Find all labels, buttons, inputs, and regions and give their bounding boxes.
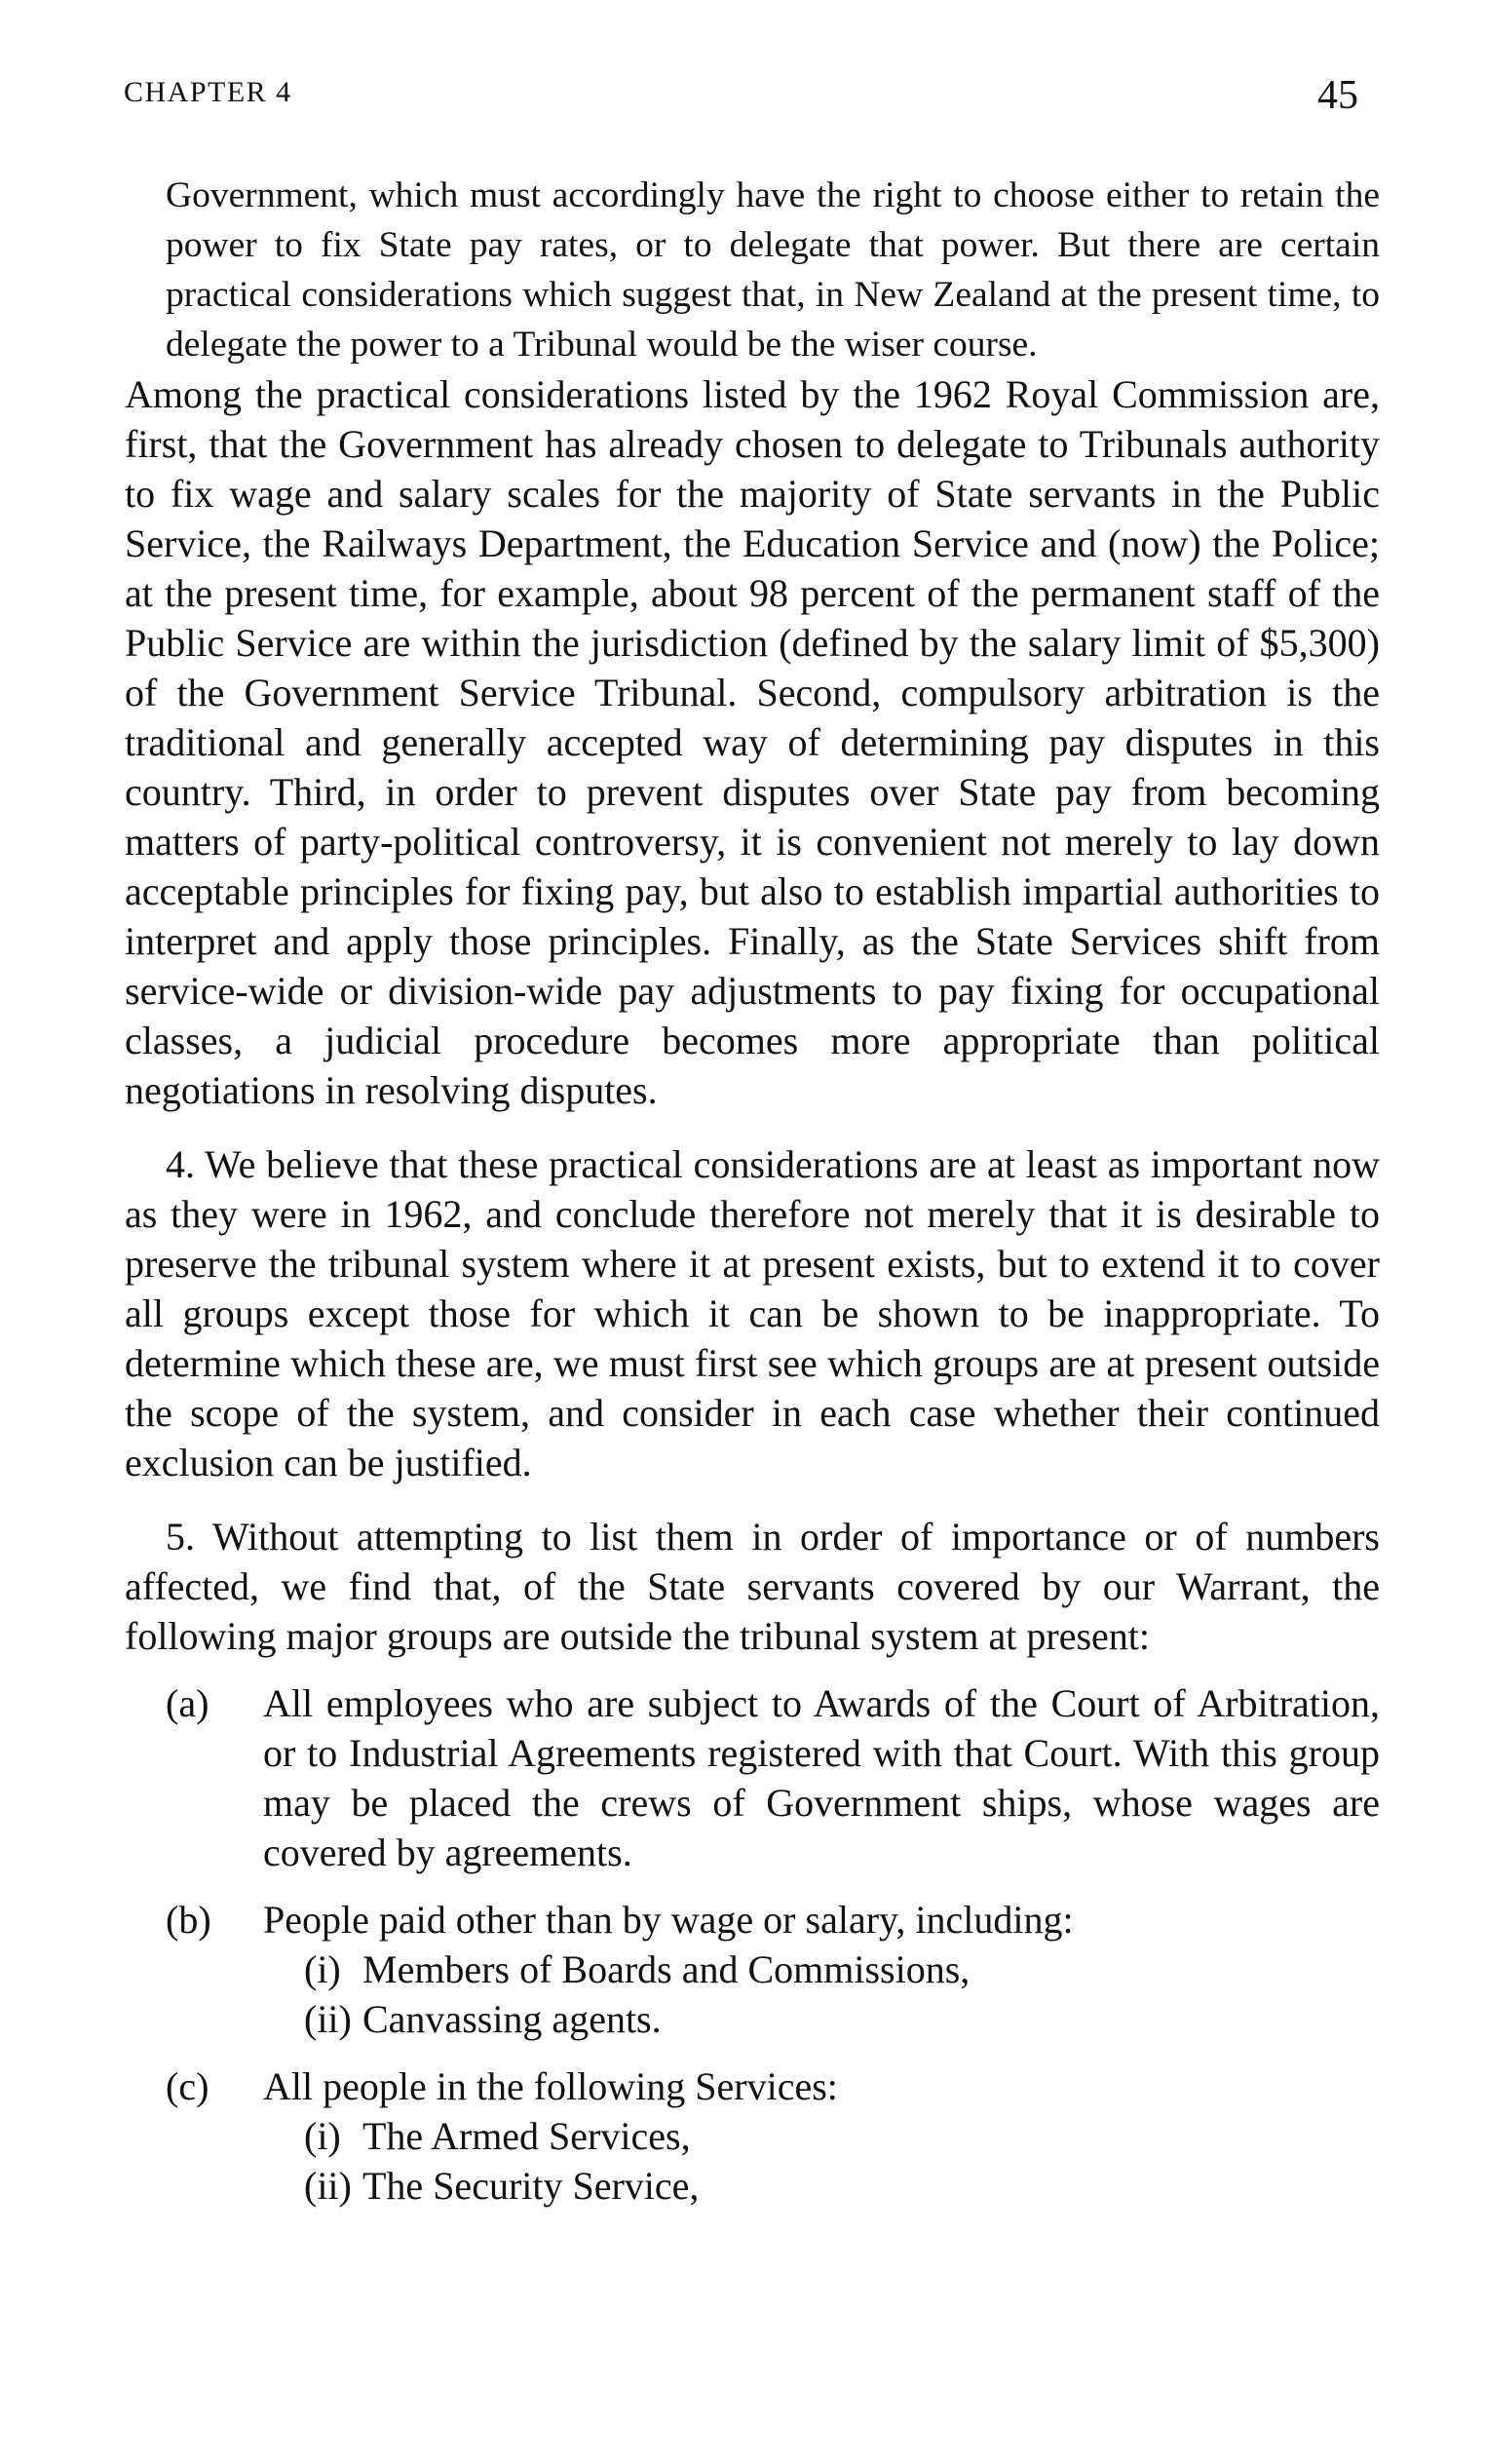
sublist-item-b-ii [263,1994,1380,2044]
sublist-text-c-ii: The Security Service, [362,2164,700,2208]
sublist-label-b-i: (i) [304,1947,341,1991]
list-label-a: (a) [166,1681,209,1725]
list-text-b: People paid other than by wage or salary, including: [263,1898,1074,1942]
sublist-c [263,2111,1380,2211]
sublist-item-c-i [263,2111,1380,2161]
quoted-passage: Government, which must accordingly have the right to choose either to retain the power to fix State pay rates, or to delegate that power. But there are certain practical considerations which suggest that, in New Zealand at the present time, to delegate the power to a Tribunal would be the wiser course. [166,175,1380,365]
sublist-text-b-i: Members of Boards and Commissions, [362,1947,971,1991]
excluded-groups-list [125,1678,1380,2211]
text-column [125,171,1380,2211]
paragraph-4: 4. We believe that these practical considerations are at least as important now as they were in 1962, and conclude therefore not merely that it is desirable to preserve the tribunal system where it at present exists, but to extend it to cover all groups except those for which it can be shown to be inappropriate. To determine which these are, we must first see which groups are at present outside the scope of the system, and consider in each case whether their continued exclusion can be justified. [125,1142,1380,1484]
list-text-c: All people in the following Services: [263,2064,838,2108]
running-head: CHAPTER 4 [124,76,292,108]
list-text-a: All employees who are subject to Awards of the Court of Arbitration, or to Industrial Agreements registered with that Court. With this group may be placed the crews of Government ships, whose wages are covered by agreements. [263,1681,1380,1874]
page-number: 45 [1317,73,1358,118]
sublist-label-c-i: (i) [304,2114,341,2158]
sublist-item-b-i [263,1944,1380,1994]
sublist-text-c-i: The Armed Services, [362,2114,691,2158]
paragraph-practical-considerations: Among the practical considerations listed by the 1962 Royal Commission are, first, that the Government has already chosen to delegate to Tribunals authority to fix wage and salary scales for the majority of State servants in the Public Service, the Railways Department, the Education Service and (now) the Police; at the present time, for example, about 98 percent of the permanent staff of the Public Service are within the jurisdiction (defined by the salary limit of $5,300) of the Government Service Tribunal. Second, compulsory arbitration is the traditional and generally accepted way of determining pay disputes in this country. Third, in order to prevent disputes over State pay from becoming matters of party-political controversy, it is convenient not merely to lay down acceptable principles for fixing pay, but also to establish impartial authorities to interpret and apply those principles. Finally, as the State Services shift from service-wide or division-wide pay adjustments to pay fixing for occupational classes, a judicial procedure becomes more appropriate than political negotiations in resolving disputes. [125,372,1380,1112]
list-item-c [125,2061,1380,2211]
sublist-text-b-ii: Canvassing agents. [362,1997,662,2041]
sublist-item-c-ii [263,2161,1380,2211]
paragraph-5: 5. Without attempting to list them in order of importance or of numbers affected, we find that, of the State servants covered by our Warrant, the following major groups are outside the tribunal system at present: [125,1515,1380,1658]
sublist-b [263,1944,1380,2044]
list-item-b [125,1895,1380,2044]
list-item-a [125,1678,1380,1877]
sublist-label-c-ii: (ii) [304,2164,352,2208]
list-label-c: (c) [166,2064,209,2108]
sublist-label-b-ii: (ii) [304,1997,352,2041]
list-label-b: (b) [166,1898,211,1942]
